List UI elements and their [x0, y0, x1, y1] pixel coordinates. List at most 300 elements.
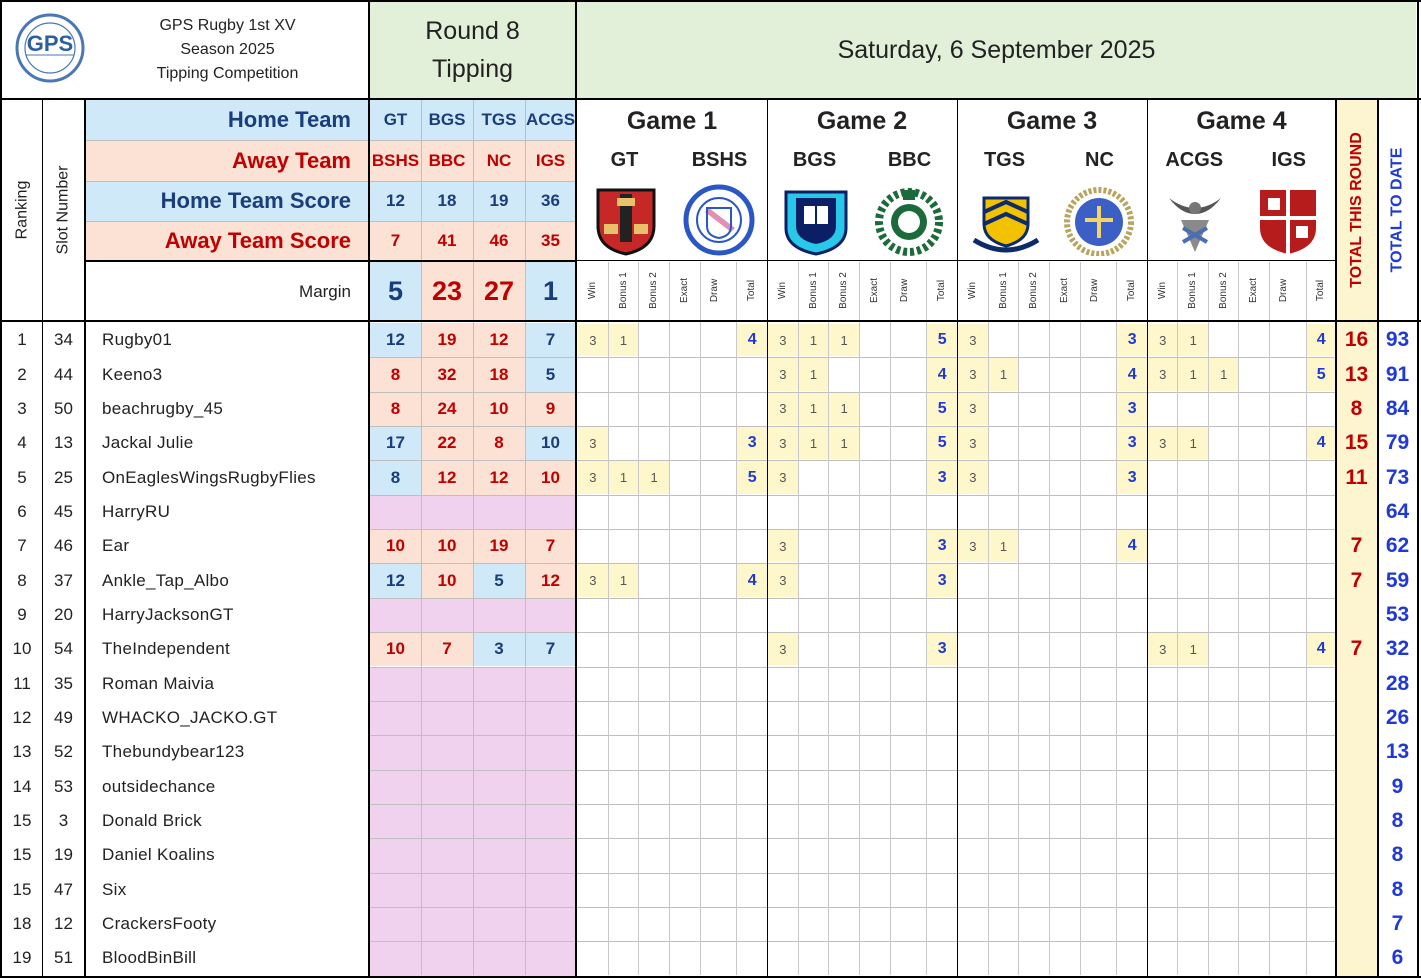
- row-game-total: 3: [927, 461, 957, 493]
- row-total-to-date: 8: [1391, 843, 1404, 867]
- row-total-to-date: 7: [1391, 912, 1404, 936]
- row-tip: [473, 667, 525, 701]
- row-slot: 34: [54, 330, 73, 350]
- row-tip: [525, 770, 576, 804]
- row-tip: [421, 667, 473, 701]
- row-tip: [525, 804, 576, 838]
- row-total-to-date: 26: [1385, 706, 1410, 730]
- row-game-point: 1: [1209, 358, 1238, 390]
- row-tip: 3: [473, 632, 525, 666]
- row-game-point: 1: [1178, 427, 1207, 459]
- row-game-point: 3: [958, 530, 988, 562]
- row-game-point: 3: [768, 324, 798, 356]
- row-tip: 7: [525, 632, 576, 666]
- row-player-name: Donald Brick: [102, 811, 202, 831]
- row-tip: [525, 701, 576, 735]
- tgs-crest: [963, 182, 1048, 258]
- subcol-total: Total: [746, 279, 758, 302]
- tip-margin: 5: [370, 261, 421, 322]
- row-game-point: 1: [639, 461, 669, 493]
- row-rank: 1: [17, 330, 27, 350]
- row-total-to-date: 84: [1385, 396, 1410, 420]
- row-game-point: 3: [768, 427, 798, 459]
- round-label: Round 8: [425, 17, 520, 45]
- row-game-total: 4: [737, 324, 767, 356]
- row-tip: 5: [473, 563, 525, 597]
- tip-home: TGS: [473, 100, 525, 140]
- row-player-name: Six: [102, 879, 127, 899]
- row-game-total: 4: [1307, 427, 1336, 459]
- row-game-total: 3: [927, 564, 957, 596]
- row-tip: 7: [525, 529, 576, 563]
- row-game-total: 5: [927, 427, 957, 459]
- row-slot: 49: [54, 708, 73, 728]
- row-tip: [421, 941, 473, 975]
- row-total-to-date: 79: [1385, 431, 1410, 455]
- subcol-draw: Draw: [1089, 278, 1101, 303]
- row-tip: 12: [421, 460, 473, 494]
- row-rank: 4: [17, 433, 27, 453]
- tip-away: IGS: [525, 140, 576, 181]
- row-total-to-date: 91: [1385, 362, 1410, 386]
- row-game-total: 3: [927, 530, 957, 562]
- row-game-total: 5: [927, 324, 957, 356]
- subcol-exact: Exact: [1058, 277, 1070, 304]
- row-rank: 15: [12, 879, 32, 899]
- row-player-name: HarryJacksonGT: [102, 604, 234, 624]
- row-game-total: 3: [927, 633, 957, 665]
- game-title: Game 3: [1006, 106, 1098, 135]
- row-tip: [370, 701, 421, 735]
- tip-away: NC: [473, 140, 525, 181]
- row-player-name: beachrugby_45: [102, 398, 224, 418]
- subcol-exact: Exact: [678, 277, 690, 304]
- row-tip: [370, 941, 421, 975]
- row-player-name: CrackersFooty: [102, 914, 217, 934]
- row-round-total: 7: [1350, 534, 1363, 558]
- row-game-point: 3: [958, 427, 988, 459]
- total-to-date-header: TOTAL TO DATE: [1388, 147, 1406, 273]
- row-game-point: 3: [768, 564, 798, 596]
- row-tip: [473, 873, 525, 907]
- game-home-team: ACGS: [1165, 148, 1224, 171]
- row-player-name: Thebundybear123: [102, 742, 245, 762]
- row-game-total: 5: [1307, 358, 1336, 390]
- row-rank: 18: [12, 914, 32, 934]
- row-total-to-date: 62: [1385, 534, 1410, 558]
- row-total-to-date: 6: [1391, 946, 1404, 970]
- bshs-crest: [676, 182, 761, 258]
- row-game-total: 3: [1117, 324, 1147, 356]
- tip-home-score: 18: [421, 181, 473, 221]
- row-tip: 8: [370, 460, 421, 494]
- game-home-team: TGS: [983, 148, 1026, 171]
- row-slot: 44: [54, 364, 73, 384]
- subcol-draw: Draw: [899, 278, 911, 303]
- row-tip: 7: [421, 632, 473, 666]
- row-game-total: 3: [737, 427, 767, 459]
- subcol-win: Win: [586, 281, 598, 300]
- row-game-point: 3: [768, 358, 798, 390]
- row-player-name: Daniel Koalins: [102, 845, 215, 865]
- row-tip: 8: [370, 392, 421, 426]
- tip-away: BSHS: [370, 140, 421, 181]
- logo-text: GPS: [26, 31, 74, 56]
- bgs-crest: [773, 182, 858, 258]
- row-tip: [421, 598, 473, 632]
- subcol-total: Total: [936, 279, 948, 302]
- row-tip: [421, 735, 473, 769]
- row-game-total: 5: [927, 393, 957, 425]
- label-away-score: Away Team Score: [85, 221, 369, 261]
- tip-away: BBC: [421, 140, 473, 181]
- subcol-draw: Draw: [1278, 278, 1290, 303]
- row-tip: [473, 598, 525, 632]
- row-game-total: 4: [1307, 324, 1336, 356]
- row-game-total: 4: [1117, 358, 1147, 390]
- row-total-to-date: 32: [1385, 637, 1410, 661]
- row-rank: 13: [12, 742, 32, 762]
- row-game-point: 1: [989, 530, 1019, 562]
- row-tip: [473, 495, 525, 529]
- row-tip: 18: [473, 357, 525, 391]
- row-slot: 45: [54, 501, 73, 521]
- row-tip: [421, 770, 473, 804]
- row-total-to-date: 9: [1391, 774, 1404, 798]
- row-game-point: 3: [1148, 324, 1177, 356]
- row-tip: 10: [525, 426, 576, 460]
- row-game-point: 1: [609, 564, 639, 596]
- tip-home: ACGS: [525, 100, 576, 140]
- row-game-point: 1: [1178, 358, 1207, 390]
- row-slot: 47: [54, 879, 73, 899]
- row-tip: [370, 804, 421, 838]
- row-game-point: 3: [768, 633, 798, 665]
- row-round-total: 7: [1350, 568, 1363, 592]
- row-tip: 12: [370, 563, 421, 597]
- row-player-name: Jackal Julie: [102, 433, 194, 453]
- row-slot: 37: [54, 570, 73, 590]
- row-tip: [473, 907, 525, 941]
- tip-away-score: 41: [421, 221, 473, 261]
- row-game-point: 1: [799, 324, 829, 356]
- row-round-total: 16: [1344, 328, 1369, 352]
- subcol-bonus-1: Bonus 1: [807, 272, 819, 309]
- nc-crest: [1056, 182, 1141, 258]
- row-player-name: BloodBinBill: [102, 948, 197, 968]
- row-total-to-date: 64: [1385, 499, 1410, 523]
- row-game-point: 1: [829, 427, 859, 459]
- row-player-name: TheIndependent: [102, 639, 231, 659]
- row-player-name: outsidechance: [102, 776, 216, 796]
- label-home-team: Home Team: [85, 100, 369, 140]
- row-tip: 9: [525, 392, 576, 426]
- row-tip: [525, 495, 576, 529]
- game-away-team: NC: [1085, 148, 1114, 171]
- row-slot: 35: [54, 673, 73, 693]
- row-round-total: 13: [1344, 362, 1369, 386]
- tip-home-score: 12: [370, 181, 421, 221]
- row-slot: 46: [54, 536, 73, 556]
- row-tip: [473, 770, 525, 804]
- tip-margin: 27: [473, 261, 525, 322]
- row-slot: 53: [54, 776, 73, 796]
- row-game-point: 3: [1148, 633, 1177, 665]
- row-tip: 12: [525, 563, 576, 597]
- row-tip: [370, 838, 421, 872]
- row-rank: 7: [17, 536, 27, 556]
- subcol-bonus-1: Bonus 1: [617, 272, 629, 309]
- row-game-point: 1: [1178, 633, 1207, 665]
- row-game-total: 4: [737, 564, 767, 596]
- row-game-point: 3: [768, 393, 798, 425]
- row-total-to-date: 53: [1385, 602, 1410, 626]
- row-game-point: 1: [989, 358, 1019, 390]
- row-game-point: 3: [958, 461, 988, 493]
- subcol-bonus-1: Bonus 1: [997, 272, 1009, 309]
- row-game-point: 3: [578, 427, 608, 459]
- subcol-exact: Exact: [1248, 277, 1260, 304]
- game-away-team: BSHS: [691, 148, 748, 171]
- row-tip: [421, 907, 473, 941]
- row-tip: [370, 495, 421, 529]
- row-game-point: 3: [768, 461, 798, 493]
- row-tip: 10: [370, 529, 421, 563]
- row-total-to-date: 93: [1385, 328, 1410, 352]
- row-round-total: 8: [1350, 396, 1363, 420]
- label-home-score: Home Team Score: [85, 181, 369, 221]
- label-away-team: Away Team: [85, 140, 369, 181]
- row-slot: 51: [54, 948, 73, 968]
- label-margin: Margin: [85, 261, 369, 322]
- row-game-point: 1: [799, 358, 829, 390]
- row-game-total: 3: [1117, 393, 1147, 425]
- row-game-point: 1: [829, 393, 859, 425]
- row-game-point: 1: [609, 461, 639, 493]
- tip-margin: 23: [421, 261, 473, 322]
- row-tip: 7: [525, 323, 576, 357]
- row-tip: [473, 735, 525, 769]
- row-game-point: 1: [1178, 324, 1207, 356]
- row-game-point: 3: [958, 324, 988, 356]
- title-block: [100, 14, 355, 86]
- subcol-exact: Exact: [868, 277, 880, 304]
- row-tip: [473, 838, 525, 872]
- row-tip: [525, 735, 576, 769]
- row-game-point: 3: [1148, 358, 1177, 390]
- row-game-point: 1: [609, 324, 639, 356]
- row-game-point: 3: [578, 564, 608, 596]
- row-total-to-date: 59: [1385, 568, 1410, 592]
- row-round-total: 7: [1350, 637, 1363, 661]
- row-game-point: 1: [799, 427, 829, 459]
- game-away-team: IGS: [1271, 148, 1306, 171]
- row-round-total: 11: [1345, 465, 1368, 489]
- row-tip: 10: [525, 460, 576, 494]
- row-tip: [473, 804, 525, 838]
- row-total-to-date: 13: [1385, 740, 1410, 764]
- row-game-point: 1: [829, 324, 859, 356]
- row-tip: 19: [473, 529, 525, 563]
- row-tip: [370, 735, 421, 769]
- row-rank: 9: [17, 604, 27, 624]
- row-tip: [370, 598, 421, 632]
- title-line: GPS Rugby 1st XV: [159, 17, 296, 34]
- row-slot: 54: [54, 639, 73, 659]
- subcol-win: Win: [776, 281, 788, 300]
- row-tip: [370, 873, 421, 907]
- tip-margin: 1: [525, 261, 576, 322]
- row-game-point: 3: [578, 461, 608, 493]
- row-rank: 6: [17, 501, 27, 521]
- date-header: Saturday, 6 September 2025: [577, 2, 1416, 98]
- row-total-to-date: 8: [1391, 877, 1404, 901]
- row-tip: [421, 701, 473, 735]
- row-tip: 32: [421, 357, 473, 391]
- row-slot: 12: [54, 914, 73, 934]
- subcol-bonus-2: Bonus 2: [1217, 272, 1229, 309]
- row-tip: [421, 838, 473, 872]
- row-tip: [525, 873, 576, 907]
- row-tip: [421, 804, 473, 838]
- row-slot: 3: [58, 811, 69, 831]
- row-game-total: 3: [1117, 427, 1147, 459]
- ranking-header: Ranking: [13, 180, 31, 240]
- row-rank: 15: [12, 845, 32, 865]
- row-tip: [473, 701, 525, 735]
- row-player-name: Ear: [102, 536, 130, 556]
- row-total-to-date: 8: [1391, 809, 1404, 833]
- row-tip: 17: [370, 426, 421, 460]
- row-tip: 5: [525, 357, 576, 391]
- row-game-point: 3: [958, 393, 988, 425]
- row-rank: 12: [12, 708, 32, 728]
- row-tip: [473, 941, 525, 975]
- row-total-to-date: 28: [1385, 671, 1410, 695]
- row-slot: 52: [54, 742, 73, 762]
- subcol-bonus-2: Bonus 2: [648, 272, 660, 309]
- row-rank: 2: [17, 364, 27, 384]
- row-game-total: 4: [927, 358, 957, 390]
- title-line: Tipping Competition: [156, 65, 299, 82]
- row-tip: [525, 907, 576, 941]
- row-tip: 10: [370, 632, 421, 666]
- row-total-to-date: 73: [1385, 465, 1410, 489]
- row-tip: [421, 873, 473, 907]
- slot-number-header: Slot Number: [54, 165, 72, 255]
- acgs-crest: [1153, 182, 1238, 258]
- bbc-crest: [866, 182, 951, 258]
- row-game-point: 3: [768, 530, 798, 562]
- row-rank: 8: [17, 570, 27, 590]
- gt-crest: [583, 182, 668, 258]
- row-rank: 15: [12, 811, 32, 831]
- title-line: Season 2025: [180, 41, 275, 58]
- row-game-total: 4: [1117, 530, 1147, 562]
- subcol-bonus-1: Bonus 1: [1187, 272, 1199, 309]
- row-rank: 5: [17, 467, 27, 487]
- row-slot: 20: [54, 604, 73, 624]
- row-tip: 24: [421, 392, 473, 426]
- row-tip: [370, 907, 421, 941]
- row-player-name: HarryRU: [102, 501, 171, 521]
- row-tip: 19: [421, 323, 473, 357]
- row-slot: 19: [54, 845, 73, 865]
- game-home-team: GT: [610, 148, 639, 171]
- subcol-bonus-2: Bonus 2: [1028, 272, 1040, 309]
- row-game-total: 4: [1307, 633, 1336, 665]
- row-slot: 50: [54, 398, 73, 418]
- row-slot: 25: [54, 467, 73, 487]
- tip-home-score: 36: [525, 181, 576, 221]
- row-tip: [525, 838, 576, 872]
- row-slot: 13: [54, 433, 73, 453]
- row-tip: [370, 667, 421, 701]
- row-rank: 14: [12, 776, 32, 796]
- round-header: [370, 2, 575, 98]
- row-tip: [421, 495, 473, 529]
- game-away-team: BBC: [887, 148, 932, 171]
- game-title: Game 4: [1196, 106, 1287, 135]
- row-tip: 8: [370, 357, 421, 391]
- tip-away-score: 7: [370, 221, 421, 261]
- row-player-name: OnEaglesWingsRugbyFlies: [102, 467, 316, 487]
- row-player-name: Keeno3: [102, 364, 163, 384]
- row-game-point: 1: [799, 393, 829, 425]
- total-this-round-header: TOTAL THIS ROUND: [1347, 132, 1365, 288]
- tip-home: GT: [370, 100, 421, 140]
- row-tip: 12: [473, 323, 525, 357]
- row-player-name: Ankle_Tap_Albo: [102, 570, 230, 590]
- subcol-bonus-2: Bonus 2: [838, 272, 850, 309]
- row-tip: [370, 770, 421, 804]
- row-player-name: Roman Maivia: [102, 673, 215, 693]
- game-home-team: BGS: [792, 148, 837, 171]
- row-round-total: 15: [1344, 431, 1369, 455]
- row-rank: 11: [13, 673, 31, 693]
- row-rank: 10: [12, 639, 32, 659]
- row-tip: 12: [370, 323, 421, 357]
- subcol-draw: Draw: [709, 278, 721, 303]
- row-tip: 8: [473, 426, 525, 460]
- tip-home-score: 19: [473, 181, 525, 221]
- row-game-point: 3: [578, 324, 608, 356]
- game-title: Game 1: [626, 106, 718, 135]
- row-tip: 10: [421, 563, 473, 597]
- row-rank: 3: [17, 398, 27, 418]
- row-tip: 22: [421, 426, 473, 460]
- row-game-total: 3: [1117, 461, 1147, 493]
- row-tip: 12: [473, 460, 525, 494]
- igs-crest: [1246, 182, 1331, 258]
- row-tip: [525, 941, 576, 975]
- tipping-label: Tipping: [431, 55, 514, 83]
- subcol-total: Total: [1126, 279, 1138, 302]
- tip-away-score: 35: [525, 221, 576, 261]
- row-tip: [525, 598, 576, 632]
- tip-home: BGS: [421, 100, 473, 140]
- row-tip: 10: [473, 392, 525, 426]
- subcol-win: Win: [1156, 281, 1168, 300]
- row-rank: 19: [12, 948, 32, 968]
- row-game-total: 5: [737, 461, 767, 493]
- subcol-win: Win: [966, 281, 978, 300]
- row-player-name: WHACKO_JACKO.GT: [102, 708, 278, 728]
- tip-away-score: 46: [473, 221, 525, 261]
- row-game-point: 3: [958, 358, 988, 390]
- subcol-total: Total: [1315, 279, 1327, 302]
- row-tip: [525, 667, 576, 701]
